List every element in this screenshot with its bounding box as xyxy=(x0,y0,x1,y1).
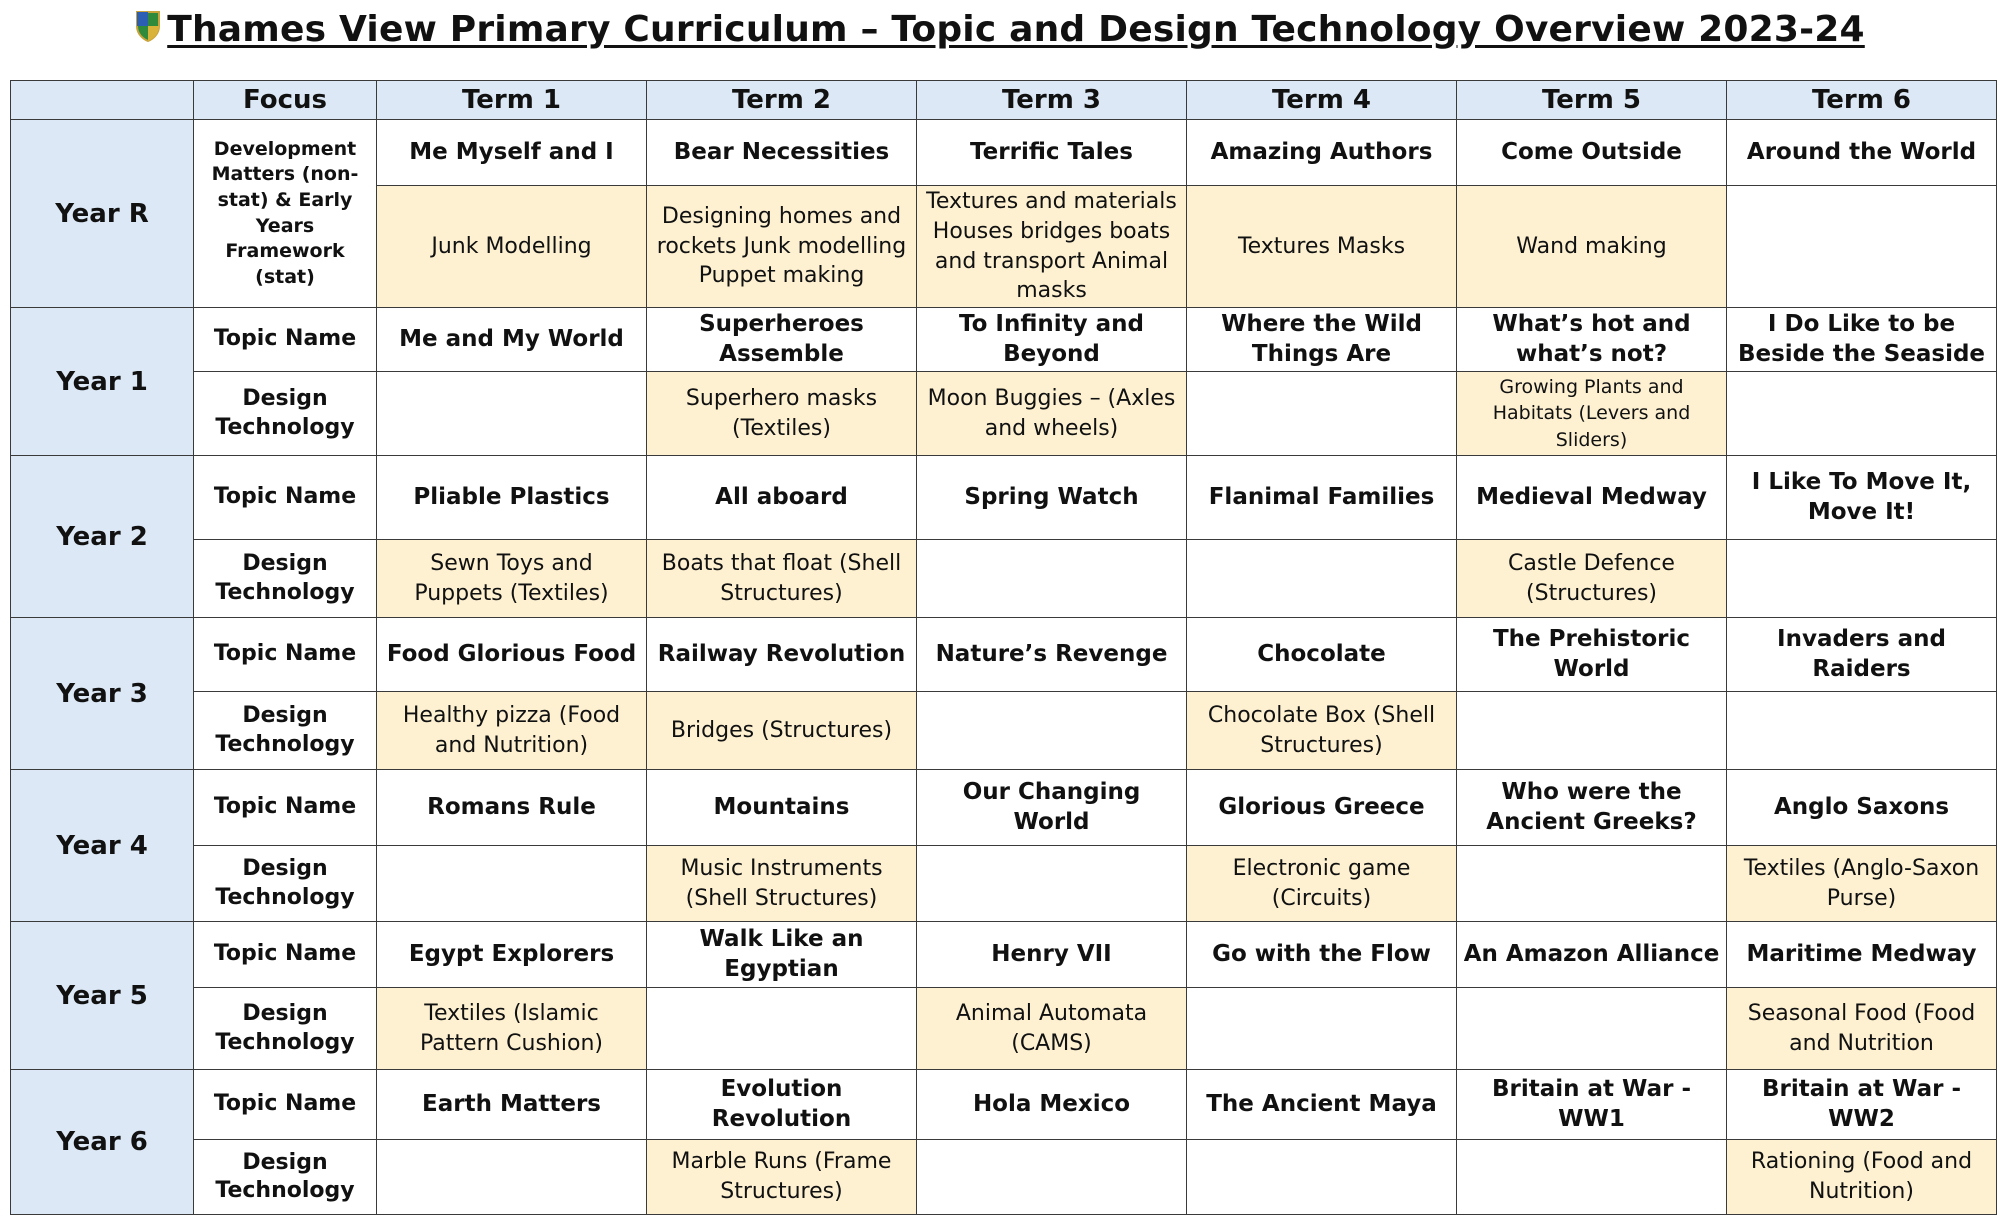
dt-cell: Healthy pizza (Food and Nutrition) xyxy=(377,692,647,770)
topic-cell: Amazing Authors xyxy=(1187,120,1457,186)
topic-cell: Chocolate xyxy=(1187,618,1457,692)
focus-label: Design Technology xyxy=(194,846,377,922)
school-crest-icon xyxy=(135,10,161,42)
dt-cell: Music Instruments (Shell Structures) xyxy=(647,846,917,922)
topic-cell: Our Changing World xyxy=(917,770,1187,846)
topic-cell: Anglo Saxons xyxy=(1727,770,1997,846)
header-blank xyxy=(11,81,194,120)
dt-cell: Chocolate Box (Shell Structures) xyxy=(1187,692,1457,770)
topic-cell: What’s hot and what’s not? xyxy=(1457,308,1727,372)
topic-cell: Bear Necessities xyxy=(647,120,917,186)
topic-cell: Egypt Explorers xyxy=(377,922,647,988)
dt-cell xyxy=(1727,372,1997,456)
focus-label: Design Technology xyxy=(194,372,377,456)
page-title: Thames View Primary Curriculum – Topic and Design Technology Overview 2023-24 xyxy=(167,8,1865,50)
dt-cell xyxy=(1187,988,1457,1070)
year-5-topic-row xyxy=(11,922,1997,988)
dt-cell: Growing Plants and Habitats (Levers and Sliders) xyxy=(1457,372,1727,456)
year-r-topic-row xyxy=(11,120,1997,186)
dt-cell xyxy=(917,1140,1187,1215)
header-term-5: Term 5 xyxy=(1457,81,1727,120)
dt-cell xyxy=(1727,540,1997,618)
topic-cell: Me Myself and I xyxy=(377,120,647,186)
dt-cell: Animal Automata (CAMS) xyxy=(917,988,1187,1070)
dt-cell xyxy=(917,692,1187,770)
topic-cell: An Amazon Alliance xyxy=(1457,922,1727,988)
focus-label: Design Technology xyxy=(194,540,377,618)
dt-cell xyxy=(377,372,647,456)
year-2-dt-row xyxy=(11,540,1997,618)
dt-cell: Wand making xyxy=(1457,186,1727,308)
topic-cell: Pliable Plastics xyxy=(377,456,647,540)
focus-label: Topic Name xyxy=(194,618,377,692)
topic-cell: Spring Watch xyxy=(917,456,1187,540)
topic-cell: Terrific Tales xyxy=(917,120,1187,186)
topic-cell: Hola Mexico xyxy=(917,1070,1187,1140)
header-term-2: Term 2 xyxy=(647,81,917,120)
topic-cell: Nature’s Revenge xyxy=(917,618,1187,692)
topic-cell: Evolution Revolution xyxy=(647,1070,917,1140)
focus-label: Topic Name xyxy=(194,770,377,846)
dt-cell xyxy=(1187,540,1457,618)
year-6-dt-row xyxy=(11,1140,1997,1215)
year-3-dt-row xyxy=(11,692,1997,770)
year-label: Year 2 xyxy=(11,456,194,618)
header-focus: Focus xyxy=(194,81,377,120)
year-1-topic-row xyxy=(11,308,1997,372)
year-2-topic-row xyxy=(11,456,1997,540)
topic-cell: Who were the Ancient Greeks? xyxy=(1457,770,1727,846)
dt-cell xyxy=(1187,1140,1457,1215)
year-label: Year 1 xyxy=(11,308,194,456)
topic-cell: Britain at War - WW2 xyxy=(1727,1070,1997,1140)
topic-cell: Superheroes Assemble xyxy=(647,308,917,372)
topic-cell: Flanimal Families xyxy=(1187,456,1457,540)
dt-cell: Marble Runs (Frame Structures) xyxy=(647,1140,917,1215)
year-label: Year 3 xyxy=(11,618,194,770)
topic-cell: All aboard xyxy=(647,456,917,540)
year-6-topic-row xyxy=(11,1070,1997,1140)
dt-cell: Designing homes and rockets Junk modelling Puppet making xyxy=(647,186,917,308)
topic-cell: The Prehistoric World xyxy=(1457,618,1727,692)
topic-cell: To Infinity and Beyond xyxy=(917,308,1187,372)
year-4-topic-row xyxy=(11,770,1997,846)
header-row xyxy=(11,81,1997,120)
topic-cell: Medieval Medway xyxy=(1457,456,1727,540)
dt-cell xyxy=(377,1140,647,1215)
focus-label: Design Technology xyxy=(194,692,377,770)
dt-cell xyxy=(1457,692,1727,770)
year-label: Year 4 xyxy=(11,770,194,922)
topic-cell: Invaders and Raiders xyxy=(1727,618,1997,692)
focus-label: Topic Name xyxy=(194,308,377,372)
dt-cell: Castle Defence (Structures) xyxy=(1457,540,1727,618)
header-term-1: Term 1 xyxy=(377,81,647,120)
dt-cell: Seasonal Food (Food and Nutrition xyxy=(1727,988,1997,1070)
topic-cell: Come Outside xyxy=(1457,120,1727,186)
topic-cell: The Ancient Maya xyxy=(1187,1070,1457,1140)
dt-cell: Bridges (Structures) xyxy=(647,692,917,770)
dt-cell xyxy=(1727,692,1997,770)
year-3-topic-row xyxy=(11,618,1997,692)
year-5-dt-row xyxy=(11,988,1997,1070)
topic-cell: Mountains xyxy=(647,770,917,846)
dt-cell: Sewn Toys and Puppets (Textiles) xyxy=(377,540,647,618)
header-term-4: Term 4 xyxy=(1187,81,1457,120)
focus-label: Topic Name xyxy=(194,922,377,988)
focus-label: Design Technology xyxy=(194,1140,377,1215)
dt-cell xyxy=(917,846,1187,922)
dt-cell xyxy=(1457,1140,1727,1215)
curriculum-table xyxy=(10,80,1997,1215)
dt-cell: Textiles (Anglo-Saxon Purse) xyxy=(1727,846,1997,922)
topic-cell: Me and My World xyxy=(377,308,647,372)
dt-cell xyxy=(1457,988,1727,1070)
focus-label: Design Technology xyxy=(194,988,377,1070)
dt-cell: Textures and materials Houses bridges boats and transport Animal masks xyxy=(917,186,1187,308)
header-term-3: Term 3 xyxy=(917,81,1187,120)
dt-cell: Electronic game (Circuits) xyxy=(1187,846,1457,922)
title-bar xyxy=(0,4,2000,54)
topic-cell: Britain at War - WW1 xyxy=(1457,1070,1727,1140)
topic-cell: I Do Like to be Beside the Seaside xyxy=(1727,308,1997,372)
dt-cell xyxy=(1187,372,1457,456)
topic-cell: Romans Rule xyxy=(377,770,647,846)
dt-cell: Textiles (Islamic Pattern Cushion) xyxy=(377,988,647,1070)
focus-label: Development Matters (non-stat) & Early Years Framework (stat) xyxy=(194,120,377,308)
dt-cell xyxy=(1457,846,1727,922)
dt-cell xyxy=(917,540,1187,618)
year-4-dt-row xyxy=(11,846,1997,922)
topic-cell: Food Glorious Food xyxy=(377,618,647,692)
year-label: Year R xyxy=(11,120,194,308)
dt-cell xyxy=(647,988,917,1070)
dt-cell: Junk Modelling xyxy=(377,186,647,308)
dt-cell: Moon Buggies – (Axles and wheels) xyxy=(917,372,1187,456)
topic-cell: Earth Matters xyxy=(377,1070,647,1140)
dt-cell xyxy=(1727,186,1997,308)
topic-cell: Glorious Greece xyxy=(1187,770,1457,846)
dt-cell xyxy=(377,846,647,922)
focus-label: Topic Name xyxy=(194,456,377,540)
year-1-dt-row xyxy=(11,372,1997,456)
topic-cell: Maritime Medway xyxy=(1727,922,1997,988)
focus-label: Topic Name xyxy=(194,1070,377,1140)
topic-cell: Where the Wild Things Are xyxy=(1187,308,1457,372)
dt-cell: Superhero masks (Textiles) xyxy=(647,372,917,456)
topic-cell: Railway Revolution xyxy=(647,618,917,692)
topic-cell: Henry VII xyxy=(917,922,1187,988)
header-term-6: Term 6 xyxy=(1727,81,1997,120)
dt-cell: Rationing (Food and Nutrition) xyxy=(1727,1140,1997,1215)
year-label: Year 6 xyxy=(11,1070,194,1215)
topic-cell: Around the World xyxy=(1727,120,1997,186)
topic-cell: Go with the Flow xyxy=(1187,922,1457,988)
dt-cell: Boats that float (Shell Structures) xyxy=(647,540,917,618)
topic-cell: Walk Like an Egyptian xyxy=(647,922,917,988)
dt-cell: Textures Masks xyxy=(1187,186,1457,308)
year-label: Year 5 xyxy=(11,922,194,1070)
topic-cell: I Like To Move It, Move It! xyxy=(1727,456,1997,540)
